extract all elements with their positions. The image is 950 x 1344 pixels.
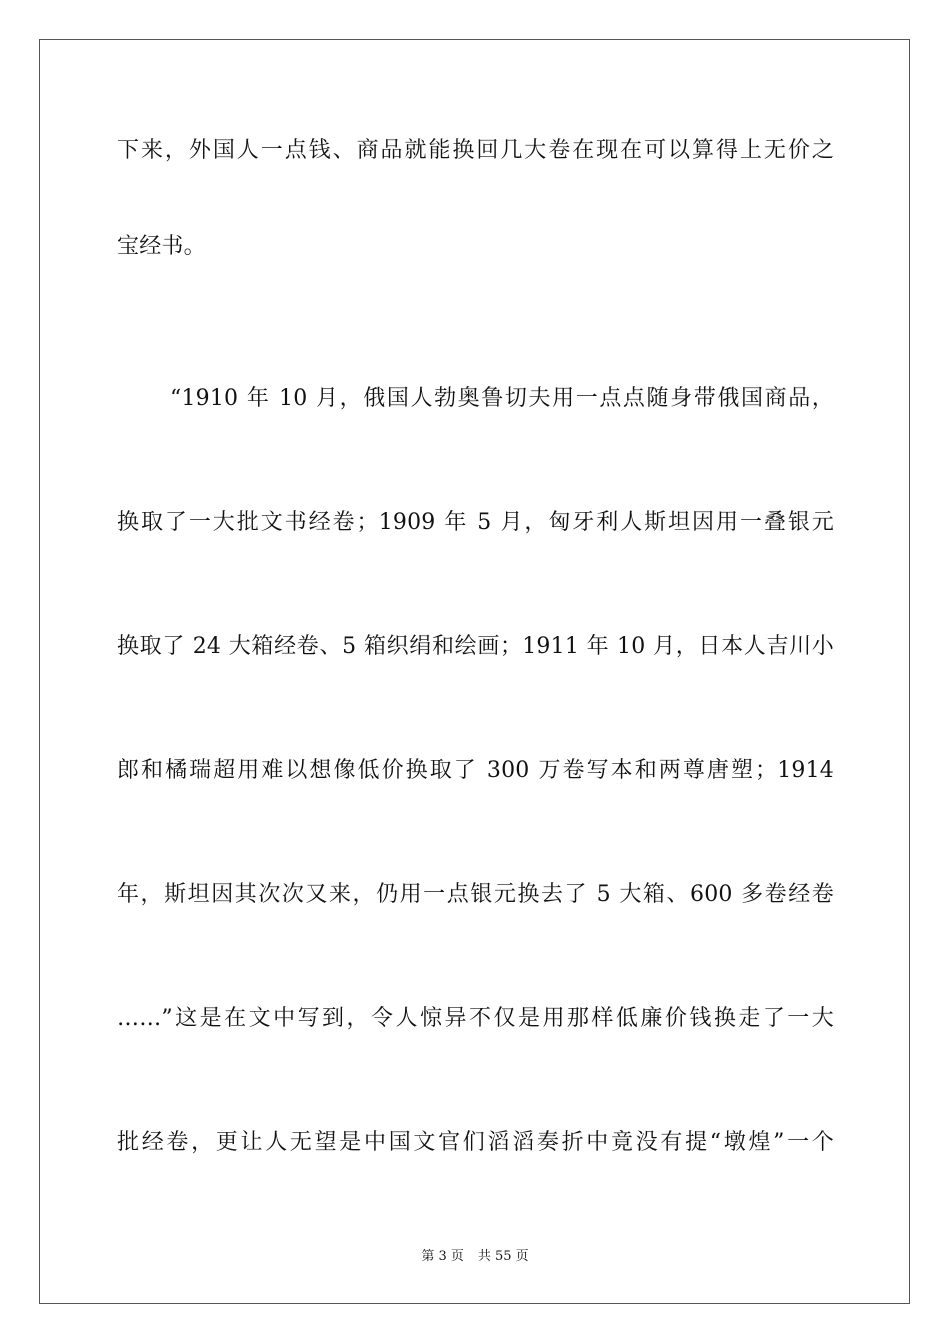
page-number: 第 3 页 xyxy=(421,1249,464,1264)
page-footer xyxy=(0,1248,950,1266)
page-border xyxy=(39,39,910,1304)
text-line: 宝经书。 xyxy=(117,234,206,259)
text-line: 郎和橘瑞超用难以想像低价换取了 300 万卷写本和两尊唐塑；1914 xyxy=(117,758,834,783)
text-line: 换取了 24 大箱经卷、5 箱织绢和绘画；1911 年 10 月，日本人吉川小 xyxy=(117,634,834,659)
text-line: 年，斯坦因其次次又来，仍用一点银元换去了 5 大箱、600 多卷经卷 xyxy=(117,882,834,907)
text-line: 下来，外国人一点钱、商品就能换回几大卷在现在可以算得上无价之 xyxy=(117,138,834,163)
text-line: 批经卷，更让人无望是中国文官们滔滔奏折中竟没有提“墩煌”一个 xyxy=(117,1130,834,1155)
text-line: 换取了一大批文书经卷；1909 年 5 月，匈牙利人斯坦因用一叠银元 xyxy=(117,510,834,535)
text-line: “1910 年 10 月，俄国人勃奥鲁切夫用一点点随身带俄国商品， xyxy=(170,386,834,411)
total-pages: 共 55 页 xyxy=(477,1249,529,1264)
text-line: ……”这是在文中写到，令人惊异不仅是用那样低廉价钱换走了一大 xyxy=(117,1006,834,1031)
